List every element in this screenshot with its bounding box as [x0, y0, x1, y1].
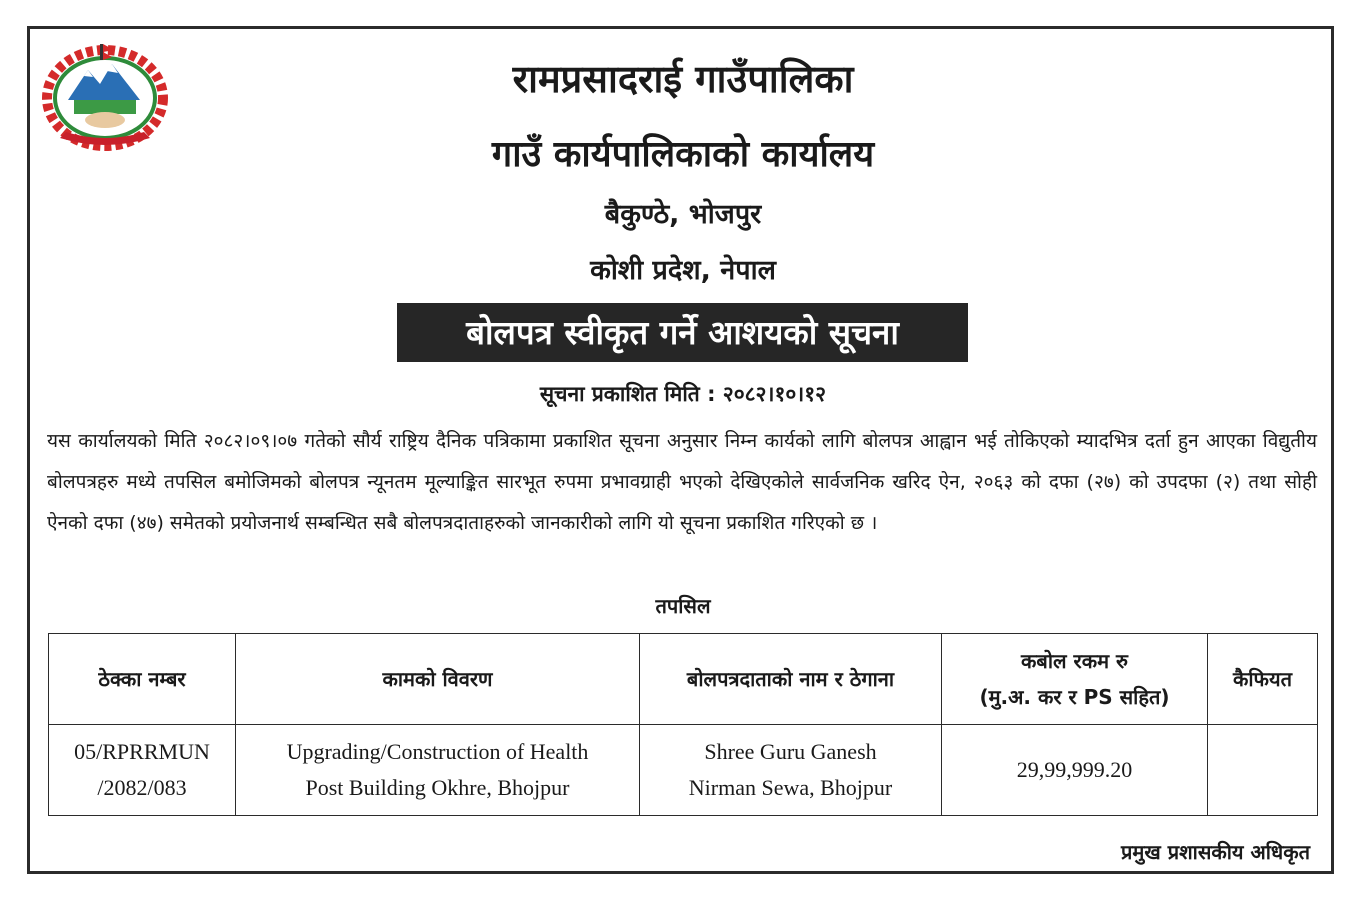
header-amount-line2: (मु.अ. कर र PS सहित) [979, 685, 1170, 709]
header-contract-no: ठेक्का नम्बर [49, 634, 236, 725]
cell-amount: 29,99,999.20 [942, 725, 1208, 816]
signatory: प्रमुख प्रशासकीय अधिकृत [1121, 840, 1310, 864]
bidder-line1: Shree Guru Ganesh [704, 739, 877, 764]
municipality-name: रामप्रसादराई गाउँपालिका [512, 57, 854, 101]
cell-remarks [1208, 725, 1318, 816]
header-work-description: कामको विवरण [236, 634, 640, 725]
header-amount-line1: कबोल रकम रु [1021, 649, 1128, 673]
cell-contract-no [49, 725, 236, 816]
province-line: कोशी प्रदेश, नेपाल [590, 255, 776, 286]
bidder-line2: Nirman Sewa, Bhojpur [688, 775, 893, 800]
tapsil-heading: तपसिल [655, 594, 711, 618]
work-line2: Post Building Okhre, Bhojpur [305, 775, 570, 800]
notice-title-banner: बोलपत्र स्वीकृत गर्ने आशयको सूचना [397, 303, 968, 362]
published-date: सूचना प्रकाशित मिति : २०८२।१०।१२ [539, 382, 827, 406]
cell-work-description [236, 725, 640, 816]
table-header-row [49, 634, 1318, 725]
contract-no-line1: 05/RPRRMUN [74, 739, 210, 764]
header-remarks: कैफियत [1208, 634, 1318, 725]
contract-no-line2: /2082/083 [97, 775, 187, 800]
header-bidder: बोलपत्रदाताको नाम र ठेगाना [640, 634, 942, 725]
header-amount [942, 634, 1208, 725]
office-name: गाउँ कार्यपालिकाको कार्यालय [491, 134, 875, 175]
table-row [49, 725, 1318, 816]
bid-table [48, 633, 1318, 816]
notice-body: यस कार्यालयको मिति २०८२।०९।०७ गतेको सौर्य राष्ट्रिय दैनिक पत्रिकामा प्रकाशित सूचना अनुसार निम्न कार्यको लागि बोलपत्र आह्वान भई तोकिएको म्यादभित्र दर्ता हुन आएका विद्युतीय बोलपत्रहरु मध्ये तपसिल बमोजिमको बोलपत्र न्यूनतम मूल्याङ्कित सारभूत रुपमा प्रभावग्राही भएको देखिएकोले सार्वजनिक खरिद ऐन, २०६३ को दफा (२७) को उपदफा (२) तथा सोही ऐनको दफा (४७) समेतको प्रयोजनार्थ सम्बन्धित सबै बोलपत्रदाताहरुको जानकारीको लागि यो सूचना प्रकाशित गरिएको छ । [47, 430, 1317, 534]
office-location: बैकुण्ठे, भोजपुर [604, 199, 762, 230]
work-line1: Upgrading/Construction of Health [286, 739, 589, 764]
cell-bidder [640, 725, 942, 816]
